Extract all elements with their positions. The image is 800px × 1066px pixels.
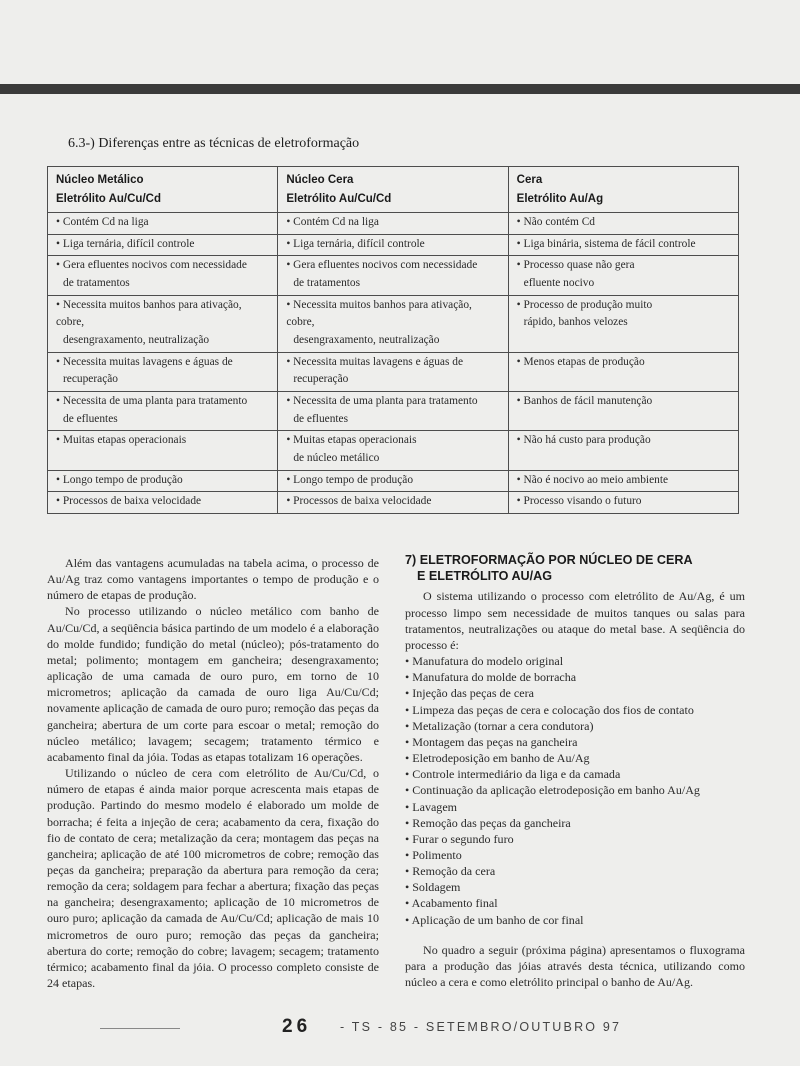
header-nucleo-metalico xyxy=(48,167,278,213)
cell-text: • Processos de baixa velocidade xyxy=(56,493,269,511)
right-column xyxy=(405,553,745,990)
process-step: • Furar o segundo furo xyxy=(405,831,745,847)
table-row xyxy=(48,295,739,352)
cell-text: desengraxamento, neutralização xyxy=(63,333,210,346)
process-step: • Aplicação de um banho de cor final xyxy=(405,912,745,928)
header-subtitle: Eletrólito Au/Ag xyxy=(516,192,604,205)
cell-text: de núcleo metálico xyxy=(293,452,380,464)
process-step: • Injeção das peças de cera xyxy=(405,685,745,701)
cell-text: • Longo tempo de produção xyxy=(56,472,269,490)
issue-info: - TS - 85 - SETEMBRO/OUTUBRO 97 xyxy=(340,1020,622,1034)
table-row xyxy=(48,431,739,470)
cell-text: • Necessita muitos banhos para ativação, cobre, xyxy=(56,297,269,332)
cell-text: de efluentes xyxy=(293,412,349,425)
table-cell xyxy=(508,391,738,430)
cell-text: • Necessita de uma planta para tratamento xyxy=(56,393,269,411)
process-step: • Soldagem xyxy=(405,879,745,895)
cell-text: desengraxamento, neutralização xyxy=(293,333,440,346)
table-cell xyxy=(278,256,508,295)
table-body xyxy=(48,212,739,513)
cell-text: recuperação xyxy=(63,373,119,386)
header-title: Núcleo Metálico xyxy=(56,174,144,186)
table-cell xyxy=(48,352,278,391)
table-cell xyxy=(48,431,278,470)
cell-text: • Não há custo para produção xyxy=(517,432,730,450)
cell-text: • Longo tempo de produção xyxy=(286,472,499,490)
table-cell xyxy=(508,492,738,514)
table-row xyxy=(48,234,739,256)
header-subtitle: Eletrólito Au/Cu/Cd xyxy=(56,192,161,205)
process-step: • Acabamento final xyxy=(405,895,745,911)
process-steps-list xyxy=(405,653,745,928)
section-heading: 6.3-) Diferenças entre as técnicas de eletroformação xyxy=(68,136,360,151)
cell-text: • Necessita de uma planta para tratamento xyxy=(286,393,499,411)
table-cell xyxy=(508,470,738,492)
cell-text: • Liga ternária, difícil controle xyxy=(286,236,499,254)
table-cell xyxy=(278,212,508,234)
table-cell xyxy=(278,492,508,514)
left-column xyxy=(47,555,379,991)
table-cell xyxy=(278,391,508,430)
table-row xyxy=(48,212,739,234)
table-cell xyxy=(48,234,278,256)
process-step: • Montagem das peças na gancheira xyxy=(405,734,745,750)
article-heading xyxy=(405,553,745,584)
cell-text: • Banhos de fácil manutenção xyxy=(517,393,730,411)
table-row xyxy=(48,470,739,492)
cell-text: recuperação xyxy=(293,373,349,386)
table-cell xyxy=(48,256,278,295)
cell-text: • Não é nocivo ao meio ambiente xyxy=(517,472,730,490)
paragraph: No processo utilizando o núcleo metálico com banho de Au/Cu/Cd, a seqüência básica partindo de um modelo é a elaboração do molde fundido; fundição do metal (núcleo); pós-tratamento do metal; polimento; montagem em gancheira; desengraxamento; aplicação de uma camada de ouro puro, em torno de 10 micrometros; aplicação da camada de ouro liga Au/Cu/Cd; novamente aplicação de camada de ouro puro; remoção das peças da gancheira; abertura de um corte para escoar o metal; remoção do núcleo metálico; lavagem; secagem; tratamento térmico e acabamento final da jóia. Todas as etapas totalizam 16 operações. xyxy=(47,604,379,764)
process-step: • Controle intermediário da liga e da camada xyxy=(405,766,745,782)
cell-text: de efluentes xyxy=(63,412,118,425)
process-step: • Limpeza das peças de cera e colocação dos fios de contato xyxy=(405,702,745,718)
comparison-table xyxy=(47,166,739,514)
page-number: 26 xyxy=(282,1016,312,1037)
process-step: • Continuação da aplicação eletrodeposição em banho Au/Ag xyxy=(405,782,745,798)
table-cell xyxy=(508,352,738,391)
cell-text: • Necessita muitas lavagens e águas de xyxy=(56,354,269,372)
intro-paragraph: O sistema utilizando o processo com eletrólito de Au/Ag, é um processo limpo sem necessidade de muitos tanques ou salas para tratamentos, neutralizações ou ataque do metal base. A seqüência do processo é: xyxy=(405,589,745,652)
table-cell xyxy=(278,470,508,492)
article-heading-line: 7) ELETROFORMAÇÃO POR NÚCLEO DE CERA xyxy=(405,553,693,567)
table-row xyxy=(48,352,739,391)
process-step: • Polimento xyxy=(405,847,745,863)
cell-text: de tratamentos xyxy=(63,276,130,289)
header-title: Cera xyxy=(516,174,543,186)
cell-text: • Processo de produção muito xyxy=(517,297,730,315)
cell-text: • Necessita muitas lavagens e águas de xyxy=(286,354,499,372)
table-cell xyxy=(48,391,278,430)
cell-text: • Processo visando o futuro xyxy=(517,493,730,511)
table-cell xyxy=(278,352,508,391)
table-header-row xyxy=(48,167,739,213)
table-row xyxy=(48,492,739,514)
table-cell xyxy=(278,431,508,470)
page-footer xyxy=(200,1018,760,1040)
process-step: • Lavagem xyxy=(405,799,745,815)
process-step: • Eletrodeposição em banho de Au/Ag xyxy=(405,750,745,766)
header-subtitle: Eletrólito Au/Cu/Cd xyxy=(286,192,392,205)
table-cell xyxy=(508,212,738,234)
cell-text: efluente nocivo xyxy=(523,276,595,289)
cell-text: • Processo quase não gera xyxy=(517,257,730,275)
cell-text: de tratamentos xyxy=(293,276,361,289)
cell-text: • Muitas etapas operacionais xyxy=(286,432,499,450)
top-rule xyxy=(0,84,800,94)
cell-text: • Gera efluentes nocivos com necessidade xyxy=(56,257,269,275)
cell-text: rápido, banhos velozes xyxy=(523,316,628,329)
cell-text: • Contém Cd na liga xyxy=(286,214,499,232)
table-cell xyxy=(278,295,508,352)
process-step: • Metalização (tornar a cera condutora) xyxy=(405,718,745,734)
table-cell xyxy=(278,234,508,256)
article-heading-line: E ELETRÓLITO AU/AG xyxy=(417,568,553,583)
table-cell xyxy=(508,295,738,352)
cell-text: • Liga ternária, difícil controle xyxy=(56,236,269,254)
header-title: Núcleo Cera xyxy=(286,174,354,186)
cell-text: • Menos etapas de produção xyxy=(517,354,730,372)
table-row xyxy=(48,256,739,295)
process-step: • Manufatura do molde de borracha xyxy=(405,669,745,685)
footer-rule xyxy=(100,1028,180,1029)
cell-text: • Liga binária, sistema de fácil controle xyxy=(517,236,730,254)
header-nucleo-cera xyxy=(278,167,508,213)
process-step: • Remoção da cera xyxy=(405,863,745,879)
cell-text: • Gera efluentes nocivos com necessidade xyxy=(286,257,499,275)
table-cell xyxy=(508,431,738,470)
table-cell xyxy=(48,470,278,492)
process-step: • Remoção das peças da gancheira xyxy=(405,815,745,831)
cell-text: • Necessita muitos banhos para ativação, cobre, xyxy=(286,297,499,332)
cell-text: • Processos de baixa velocidade xyxy=(286,493,499,511)
closing-paragraph: No quadro a seguir (próxima página) apresentamos o fluxograma para a produção das jóias através desta técnica, utilizando como núcleo a cera e como eletrólito principal o banho de Au/Ag. xyxy=(405,942,745,990)
table-cell xyxy=(48,492,278,514)
table-cell xyxy=(508,234,738,256)
table-row xyxy=(48,391,739,430)
process-step: • Manufatura do modelo original xyxy=(405,653,745,669)
cell-text: • Não contém Cd xyxy=(517,214,730,232)
table-cell xyxy=(508,256,738,295)
header-cera xyxy=(508,167,738,213)
paragraph: Utilizando o núcleo de cera com eletrólito de Au/Cu/Cd, o número de etapas é ainda maior porque acrescenta mais etapas de produção. Partindo do mesmo modelo é elaborado um molde de borracha; é feita a injeção de cera; acabamento da cera, fixação do fio de contato de cera; metalização da cera; montagem das peças na gancheira; aplicação de até 100 micrometros de cobre; remoção das peças da gancheira; preparação da abertura para remoção da cera; remoção da cera; soldagem para fechar a abertura; fixação das peças na gancheira; desengraxamento; aplicação de 10 micrometros de ouro puro; aplicação da camada de Au/Cu/Cd; aplicação de mais 10 micrometros de ouro puro; remoção das peças da gancheira; abertura do corte; remoção do cobre; lavagem; secagem; tratamento térmico; acabamento final da jóia. O processo completo consiste de 24 etapas. xyxy=(47,766,379,991)
table-cell xyxy=(48,212,278,234)
table-cell xyxy=(48,295,278,352)
paragraph: Além das vantagens acumuladas na tabela acima, o processo de Au/Ag traz como vantagens importantes o tempo de produção e o número de etapas de produção. xyxy=(47,556,379,603)
cell-text: • Muitas etapas operacionais xyxy=(56,432,269,450)
cell-text: • Contém Cd na liga xyxy=(56,214,269,232)
